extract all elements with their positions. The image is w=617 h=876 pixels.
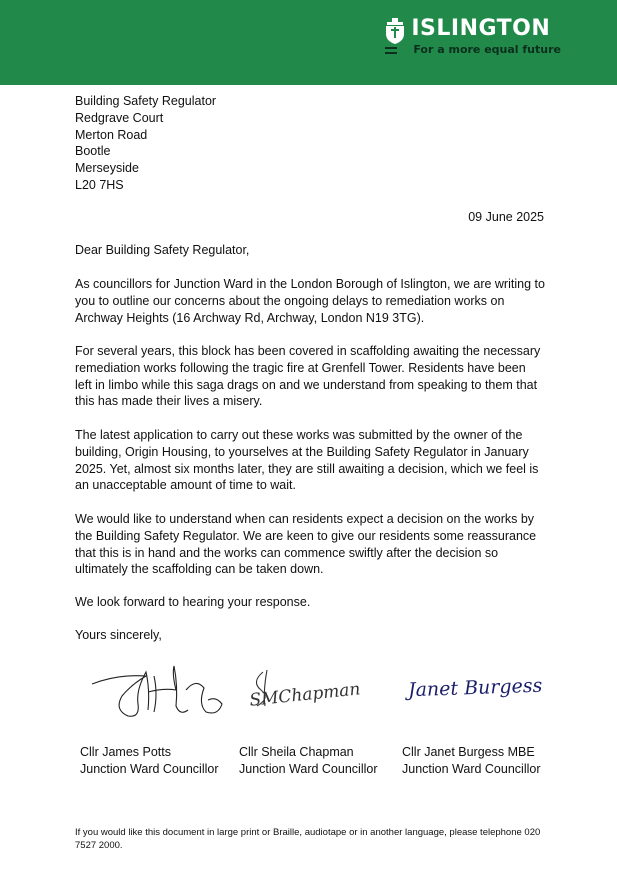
- signature-sheila-chapman: [245, 662, 375, 714]
- accessibility-footer: If you would like this document in large print or Braille, audiotape or in another language, please telephone 020 7527 2000.: [75, 827, 541, 851]
- address-line: Building Safety Regulator: [75, 94, 217, 108]
- equals-icon: [385, 47, 397, 57]
- signature-james-potts: [88, 660, 228, 722]
- body-paragraph: For several years, this block has been covered in scaffolding awaiting the necessary remediation works following the tragic fire at Grenfell Tower. Residents have been left in limbo while this saga drags on and we understand from speaking to them that this has made their lives a misery.: [75, 344, 541, 409]
- signatory-name: Cllr Sheila Chapman: [239, 745, 354, 759]
- signatory-name: Cllr James Potts: [80, 745, 171, 759]
- signatory-block: [239, 744, 377, 777]
- address-line: Merton Road: [75, 127, 148, 142]
- letter-date: 09 June 2025: [468, 210, 544, 224]
- signatory-title: Junction Ward Councillor: [402, 761, 541, 776]
- islington-logo: [411, 16, 561, 56]
- body-paragraph: We look forward to hearing your response.: [75, 595, 311, 609]
- signatory-name: Cllr Janet Burgess MBE: [402, 745, 535, 759]
- address-line: Merseyside: [75, 161, 139, 176]
- crest-icon: [383, 18, 407, 44]
- address-line: Bootle: [75, 144, 111, 159]
- body-paragraph: We would like to understand when can residents expect a decision on the works by the Building Safety Regulator. We are keen to give our residents some reassurance that this is in hand and the works can commence swiftly after the decision so ultimately the scaffolding can be taken down.: [75, 512, 537, 577]
- signatory-title: Junction Ward Councillor: [80, 761, 219, 776]
- signature-janet-burgess: [404, 668, 554, 708]
- signature-text: Janet Burgess: [407, 674, 543, 702]
- address-line: L20 7HS: [75, 177, 124, 192]
- signatory-block: [402, 744, 540, 777]
- logo-tagline: For a more equal future: [413, 43, 561, 56]
- salutation: Dear Building Safety Regulator,: [75, 243, 250, 257]
- header-band: [0, 0, 617, 85]
- closing: Yours sincerely,: [75, 628, 162, 642]
- signatory-block: [80, 744, 218, 777]
- signatory-title: Junction Ward Councillor: [239, 761, 378, 776]
- address-line: Redgrave Court: [75, 110, 164, 125]
- body-paragraph: As councillors for Junction Ward in the London Borough of Islington, we are writing to you to outline our concerns about the ongoing delays to remediation works on Archway Heights (16 Archway Rd, Archway, London N19 3TG).: [75, 277, 545, 325]
- recipient-address: [75, 93, 216, 194]
- signature-text: SMChapman: [248, 679, 362, 711]
- logo-wordmark: ISLINGTON: [411, 16, 551, 41]
- body-paragraph: The latest application to carry out these works was submitted by the owner of the building, Origin Housing, to yourselves at the Building Safety Regulator in January 2025. Yet, almost six months later, they are still awaiting a decision, which we feel is an unacceptable amount of time to wait.: [75, 428, 539, 493]
